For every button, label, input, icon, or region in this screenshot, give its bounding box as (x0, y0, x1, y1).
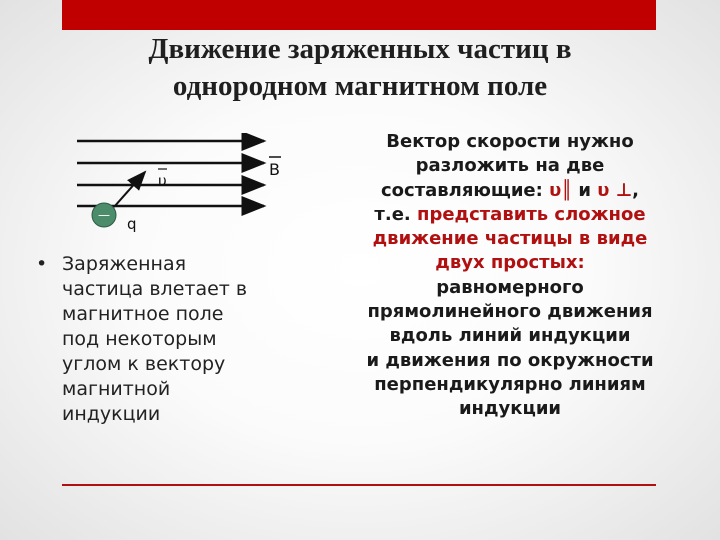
text-comma: , (632, 179, 639, 201)
explanation-line: вдоль линий индукции (389, 325, 631, 347)
magnetic-field-figure (72, 133, 292, 233)
explanation-line (330, 203, 690, 227)
v-parallel-symbol: υ║ (549, 179, 573, 201)
explanation-line: индукции (458, 398, 562, 420)
charge-sign: — (98, 208, 110, 222)
explanation-line: перпендикулярно линиям (374, 373, 646, 395)
explanation-line: равномерного (436, 276, 584, 298)
highlight-line: движение частицы в виде (372, 228, 648, 250)
label-q: q (127, 215, 137, 233)
label-v: υ (158, 172, 167, 190)
bullet-line: Заряженная (62, 253, 187, 275)
bullet-line: под некоторым (62, 328, 217, 350)
explanation-line (330, 179, 690, 203)
label-b: B (269, 160, 280, 179)
v-perpendicular-symbol: υ ⊥ (597, 179, 633, 201)
bullet-line: магнитное поле (62, 303, 224, 325)
velocity-arrow (114, 172, 145, 207)
title-line-2: однородном магнитном поле (172, 70, 548, 102)
bottom-divider (62, 484, 656, 486)
slide-title (40, 31, 680, 105)
text-ie: т.е. (374, 203, 418, 225)
title-line-1: Движение заряженных частиц в (148, 33, 572, 65)
bullet-dot: • (36, 253, 48, 275)
explanation-line: прямолинейного движения (367, 301, 653, 323)
highlight-text: представить сложное (417, 203, 646, 225)
bullet-paragraph (36, 252, 296, 427)
bullet-line: углом к вектору (62, 353, 226, 375)
explanation-text (330, 130, 690, 422)
explanation-line: и движения по окружности (366, 349, 654, 371)
bullet-line: частица влетает в (62, 278, 248, 300)
explanation-line: разложить на две (415, 155, 605, 177)
explanation-line: Вектор скорости нужно (386, 131, 634, 152)
text-components: составляющие: (381, 179, 550, 201)
text-and: и (572, 179, 598, 201)
highlight-line: двух простых: (435, 252, 585, 274)
bullet-line: магнитной (62, 378, 171, 400)
bullet-line: индукции (62, 403, 161, 425)
top-accent-bar (62, 0, 656, 30)
